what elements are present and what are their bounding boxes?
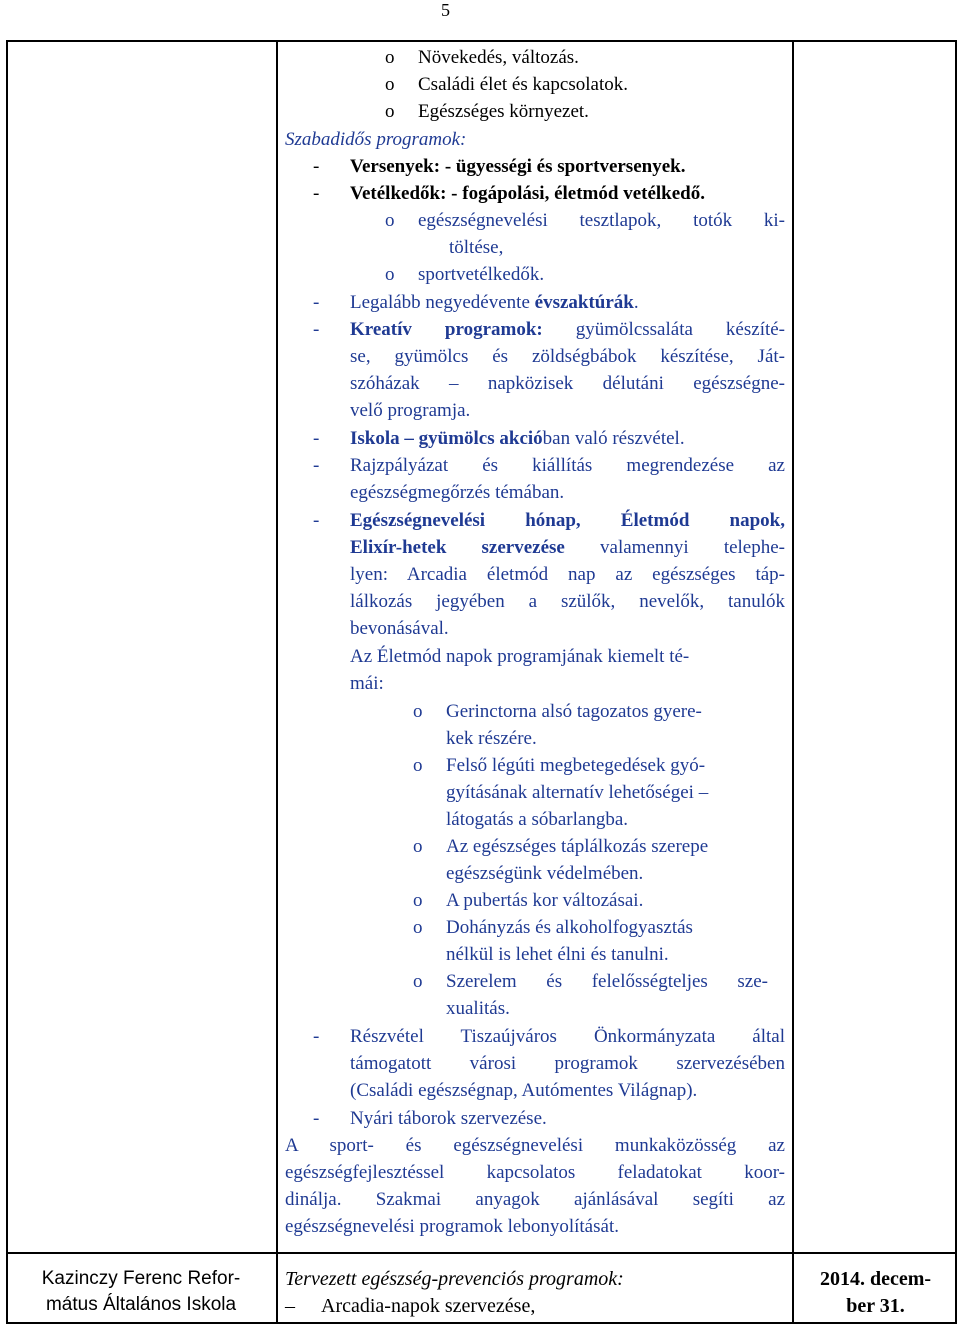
list-item: o bbox=[413, 917, 423, 938]
list-item: o bbox=[413, 755, 423, 776]
dash-bullet: - bbox=[313, 319, 320, 340]
school-name-cell bbox=[10, 1266, 272, 1318]
section-heading: Szabadidős programok: bbox=[285, 129, 467, 150]
list-item-text: (Családi egészségnap, Autómentes Világnap). bbox=[350, 1080, 698, 1101]
list-item-text: Egészségnevelési hónap, Életmód napok, bbox=[350, 510, 785, 531]
school-name-line: mátus Általános Iskola bbox=[45, 1294, 237, 1315]
dash-bullet: - bbox=[313, 156, 320, 177]
list-item-text: velő programja. bbox=[350, 400, 471, 421]
dash-bullet: - bbox=[313, 292, 320, 313]
page-number: 5 bbox=[441, 0, 450, 20]
list-item-text: lálkozás jegyében a szülők, nevelők, tanulók bbox=[350, 591, 785, 612]
list-item-text: szóházak – napközisek délutáni egészségne- bbox=[350, 373, 785, 394]
list-item-text: egészségünk védelmében. bbox=[446, 863, 644, 884]
list-item-text: lyen: Arcadia életmód nap az egészséges táp- bbox=[350, 564, 785, 585]
dash-bullet: - bbox=[313, 1108, 320, 1129]
list-item-text: töltése, bbox=[449, 237, 504, 258]
list-item-text: látogatás a sóbarlangba. bbox=[446, 809, 629, 830]
list-item-text: egészségmegőrzés témában. bbox=[350, 482, 565, 503]
list-item-text: Iskola – gyümölcs akcióban való részvétel. bbox=[350, 428, 685, 449]
dash-bullet: - bbox=[313, 183, 320, 204]
list-item-text: bevonásával. bbox=[350, 618, 449, 639]
list-item-text: kek részére. bbox=[446, 728, 537, 749]
list-item-text: A pubertás kor változásai. bbox=[446, 890, 644, 911]
list-item: o bbox=[413, 971, 423, 992]
deadline-cell bbox=[798, 1266, 953, 1320]
list-item-text: xualitás. bbox=[446, 998, 510, 1019]
list-item: o bbox=[413, 836, 423, 857]
list-item-text: támogatott városi programok szervezésében bbox=[350, 1053, 785, 1074]
list-item-text: sportvetélkedők. bbox=[418, 264, 545, 285]
list-item-text: Kreatív programok: gyümölcssaláta készíté- bbox=[350, 319, 786, 340]
list-item-text: Növekedés, változás. bbox=[418, 47, 579, 68]
deadline-line: ber 31. bbox=[846, 1295, 905, 1317]
paragraph-line: dinálja. Szakmai anyagok ajánlásával segíti az bbox=[285, 1189, 785, 1210]
list-item-text: se, gyümölcs és zöldségbábok készítése, Ját- bbox=[350, 346, 785, 367]
list-item-text: Egészséges környezet. bbox=[418, 101, 589, 122]
list-item-text: Felső légúti megbetegedések gyó- bbox=[446, 755, 706, 776]
paragraph-line: A sport- és egészségnevelési munkaközösség az bbox=[285, 1135, 785, 1156]
list-item-text: Elixír-hetek szervezése valamennyi telephe- bbox=[350, 537, 785, 558]
list-item: o bbox=[385, 47, 395, 68]
dash-bullet: - bbox=[313, 510, 320, 531]
paragraph-line: egészségfejlesztéssel kapcsolatos feladatokat koor- bbox=[285, 1162, 785, 1183]
deadline-line: 2014. decem- bbox=[819, 1268, 932, 1290]
planned-program-item: – Arcadia-napok szervezése, bbox=[285, 1295, 536, 1317]
list-item-text: Versenyek: - ügyességi és sportversenyek. bbox=[350, 156, 686, 177]
dash-bullet: - bbox=[313, 428, 320, 449]
list-item: o bbox=[385, 210, 395, 231]
planned-programs-cell bbox=[285, 1266, 795, 1320]
paragraph-line: Az Életmód napok programjának kiemelt té- bbox=[350, 646, 690, 667]
list-item-text: egészségnevelési tesztlapok, totók ki- bbox=[418, 210, 785, 231]
list-item-text: gyításának alternatív lehetőségei – bbox=[446, 782, 709, 803]
list-item-text: Gerinctorna alsó tagozatos gyere- bbox=[446, 701, 702, 722]
paragraph-line: egészségnevelési programok lebonyolítását. bbox=[285, 1216, 619, 1237]
list-item-text: Nyári táborok szervezése. bbox=[350, 1108, 547, 1129]
list-item-text: Szerelem és felelősségteljes sze- bbox=[446, 971, 768, 992]
planned-programs-title: Tervezett egészség-prevenciós programok: bbox=[285, 1268, 624, 1290]
list-item-text: Dohányzás és alkoholfogyasztás bbox=[446, 917, 693, 938]
dash-bullet: - bbox=[313, 1026, 320, 1047]
school-name-line: Kazinczy Ferenc Refor- bbox=[41, 1268, 241, 1289]
paragraph-line: mái: bbox=[350, 673, 384, 694]
list-item-text: Részvétel Tiszaújváros Önkormányzata által bbox=[350, 1026, 785, 1047]
list-item: o bbox=[413, 701, 423, 722]
list-item-text: Rajzpályázat és kiállítás megrendezése az bbox=[350, 455, 785, 476]
list-item: o bbox=[385, 264, 395, 285]
list-item-text: Legalább negyedévente évszaktúrák. bbox=[350, 292, 639, 313]
list-item-text: Az egészséges táplálkozás szerepe bbox=[446, 836, 709, 857]
list-item: o bbox=[385, 101, 395, 122]
list-item-text: Családi élet és kapcsolatok. bbox=[418, 74, 628, 95]
list-item-text: Vetélkedők: - fogápolási, életmód vetélkedő. bbox=[350, 183, 705, 204]
dash-bullet: - bbox=[313, 455, 320, 476]
list-item: o bbox=[385, 74, 395, 95]
list-item-text: nélkül is lehet élni és tanulni. bbox=[446, 944, 669, 965]
list-item: o bbox=[413, 890, 423, 911]
